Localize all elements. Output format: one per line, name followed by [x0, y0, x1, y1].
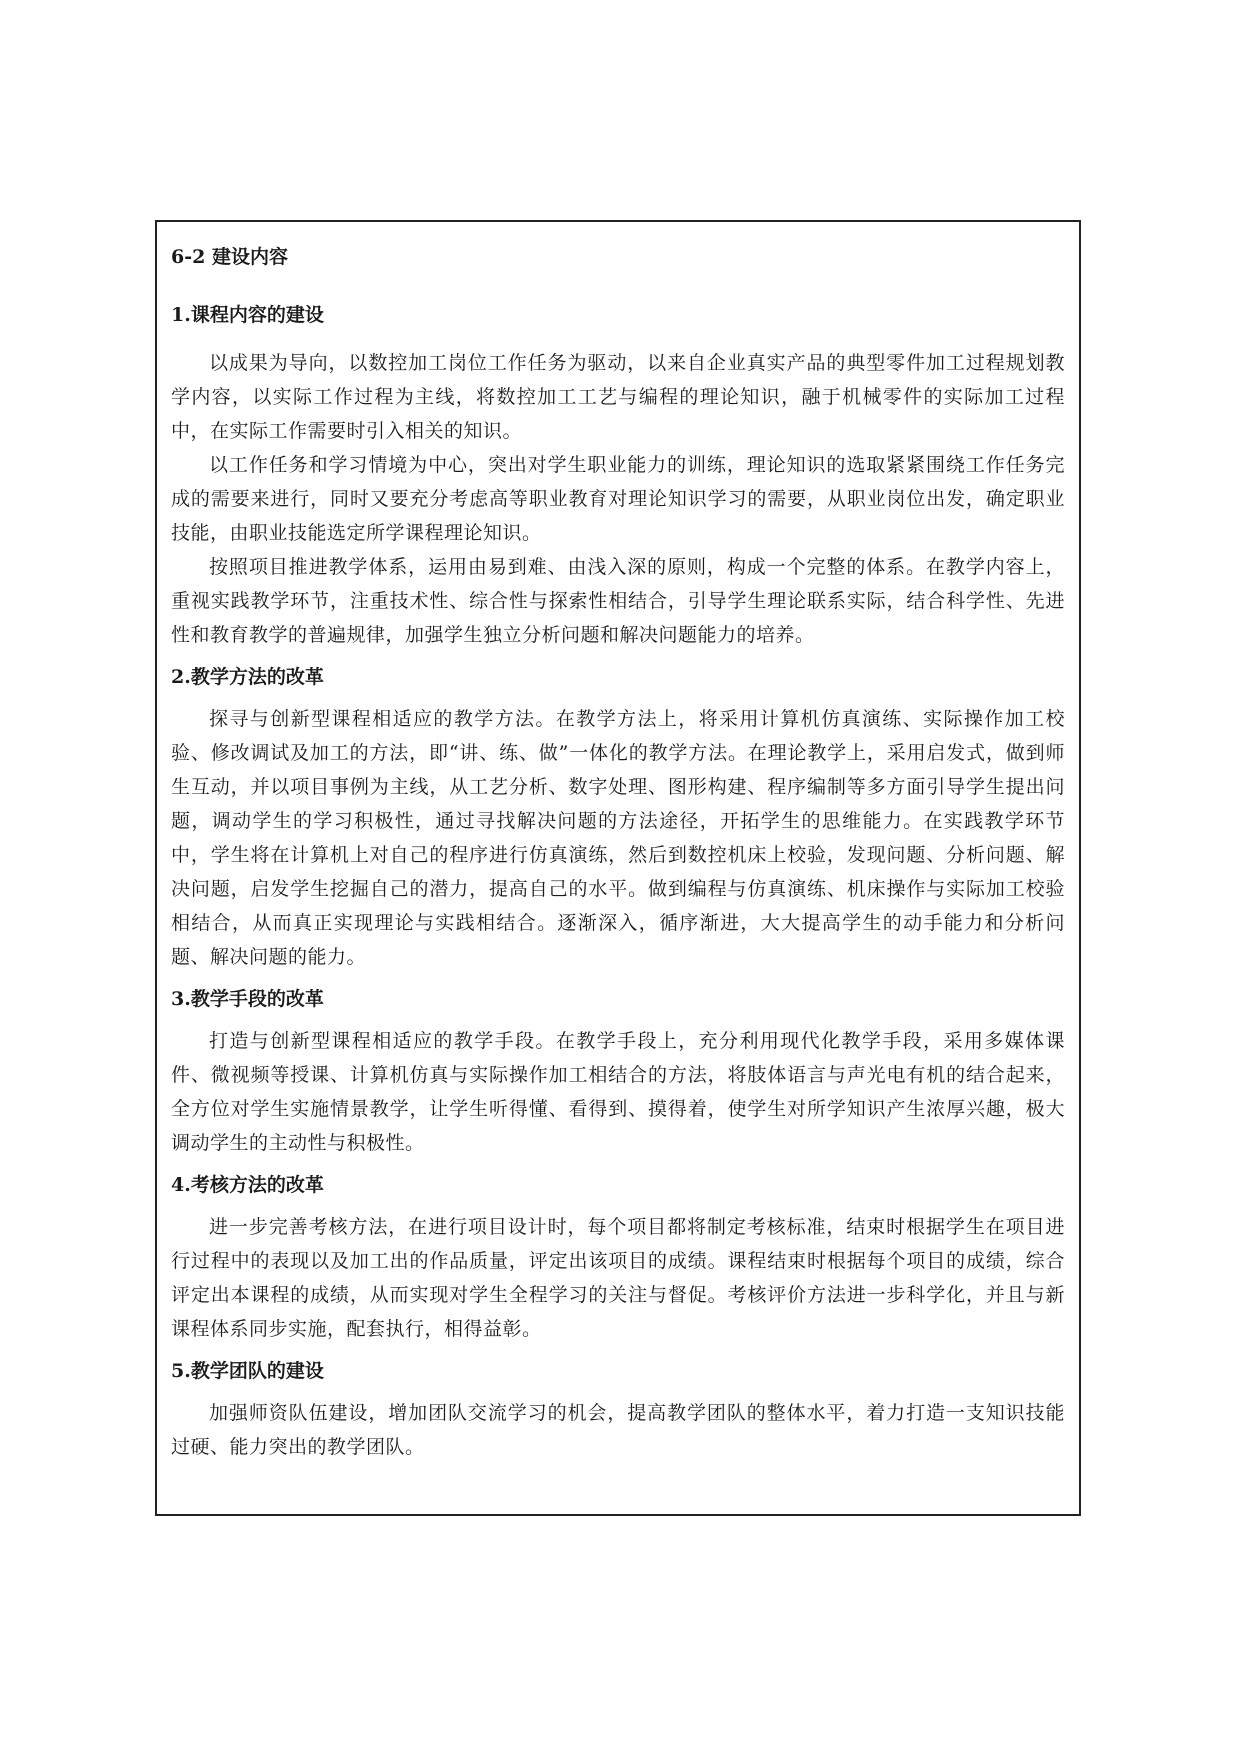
- paragraph: 加强师资队伍建设，增加团队交流学习的机会，提高教学团队的整体水平，着力打造一支知识技能过硬、能力突出的教学团队。: [171, 1402, 1065, 1458]
- content-frame: [155, 220, 1081, 1516]
- section-heading: 1.课程内容的建设: [171, 304, 324, 326]
- paragraph: 以工作任务和学习情境为中心，突出对学生职业能力的训练，理论知识的选取紧紧围绕工作任务完成的需要来进行，同时又要充分考虑高等职业教育对理论知识学习的需要，从职业岗位出发，确定职业技能，由职业技能选定所学课程理论知识。: [171, 454, 1065, 544]
- section-heading: 5.教学团队的建设: [171, 1360, 324, 1382]
- section-teaching-means: [171, 984, 1065, 1160]
- paragraph: 按照项目推进教学体系，运用由易到难、由浅入深的原则，构成一个完整的体系。在教学内容上，重视实践教学环节，注重技术性、综合性与探索性相结合，引导学生理论联系实际，结合科学性、先进性和教育教学的普遍规律，加强学生独立分析问题和解决问题能力的培养。: [171, 556, 1065, 646]
- paragraph: 打造与创新型课程相适应的教学手段。在教学手段上，充分利用现代化教学手段，采用多媒体课件、微视频等授课、计算机仿真与实际操作加工相结合的方法，将肢体语言与声光电有机的结合起来，全方位对学生实施情景教学，让学生听得懂、看得到、摸得着，使学生对所学知识产生浓厚兴趣，极大调动学生的主动性与积极性。: [171, 1030, 1065, 1154]
- document-title: 6-2 建设内容: [171, 246, 288, 268]
- section-course-content: [171, 300, 1065, 652]
- paragraph: 以成果为导向，以数控加工岗位工作任务为驱动，以来自企业真实产品的典型零件加工过程规划教学内容，以实际工作过程为主线，将数控加工工艺与编程的理论知识，融于机械零件的实际加工过程中，在实际工作需要时引入相关的知识。: [171, 352, 1065, 442]
- section-heading: 2.教学方法的改革: [171, 666, 324, 688]
- section-teaching-method: [171, 662, 1065, 974]
- paragraph: 进一步完善考核方法，在进行项目设计时，每个项目都将制定考核标准，结束时根据学生在项目进行过程中的表现以及加工出的作品质量，评定出该项目的成绩。课程结束时根据每个项目的成绩，综合评定出本课程的成绩，从而实现对学生全程学习的关注与督促。考核评价方法进一步科学化，并且与新课程体系同步实施，配套执行，相得益彰。: [171, 1216, 1065, 1340]
- section-assessment-method: [171, 1170, 1065, 1346]
- paragraph: 探寻与创新型课程相适应的教学方法。在教学方法上，将采用计算机仿真演练、实际操作加工校验、修改调试及加工的方法，即“讲、练、做”一体化的教学方法。在理论教学上，采用启发式，做到师生互动，并以项目事例为主线，从工艺分析、数字处理、图形构建、程序编制等多方面引导学生提出问题，调动学生的学习积极性，通过寻找解决问题的方法途径，开拓学生的思维能力。在实践教学环节中，学生将在计算机上对自己的程序进行仿真演练，然后到数控机床上校验，发现问题、分析问题、解决问题，启发学生挖掘自己的潜力，提高自己的水平。做到编程与仿真演练、机床操作与实际加工校验相结合，从而真正实现理论与实践相结合。逐渐深入，循序渐进，大大提高学生的动手能力和分析问题、解决问题的能力。: [171, 708, 1065, 968]
- section-heading: 4.考核方法的改革: [171, 1174, 324, 1196]
- section-teaching-team: [171, 1356, 1065, 1464]
- section-heading: 3.教学手段的改革: [171, 988, 324, 1010]
